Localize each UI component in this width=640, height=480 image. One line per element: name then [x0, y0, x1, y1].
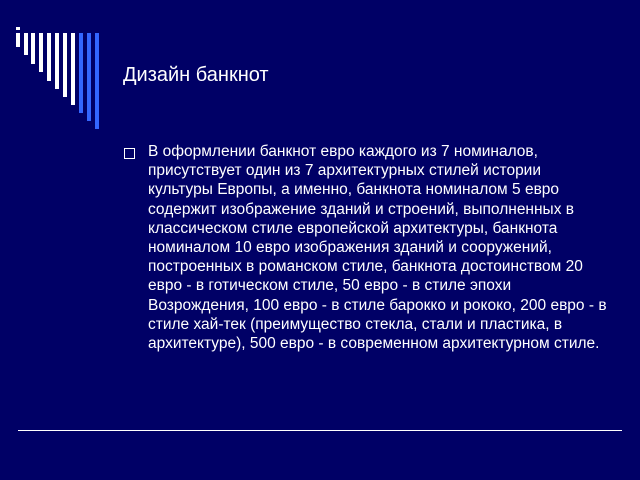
bullet-text: В оформлении банкнот евро каждого из 7 номиналов, присутствует один из 7 архитектурных стилей истории культуры Европы, а именно, банкнота номиналом 5 евро содержит изображение зданий и строений, выполненных в классическом стиле европейской архитектуры, банкнота номиналом 10 евро изображения зданий и сооружений, построенных в романском стиле, банкнота достоинством 20 евро - в готическом стиле, 50 евро - в стиле эпохи Возрождения, 100 евро - в стиле барокко и рококо, 200 евро - в стиле хай-тек (преимущество стекла, стали и пластика, в архитектуре), 500 евро - в современном архитектурном стиле. — [148, 143, 607, 353]
bullet-item — [124, 142, 614, 353]
square-bullet-icon — [124, 148, 135, 159]
bottom-divider — [18, 430, 622, 431]
slide-title: Дизайн банкнот — [123, 64, 269, 86]
decorative-stripes — [0, 0, 110, 130]
bullet-list — [124, 142, 614, 353]
